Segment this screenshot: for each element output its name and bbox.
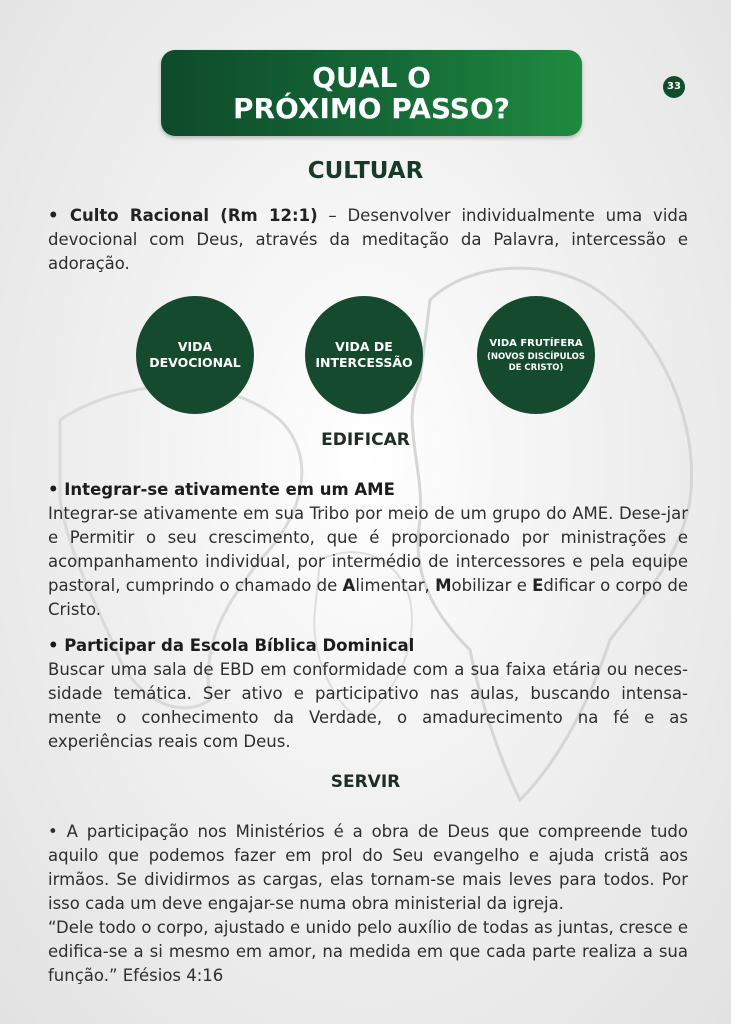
culto-racional-title: • Culto Racional (Rm 12:1) (48, 206, 318, 225)
title-banner (161, 50, 582, 136)
integrar-text-body: Integrar-se ativamente em sua Tribo por meio de um grupo do AME. Dese-jar e Permitir o seu crescimento, que é proporcionado por ministrações e acompanhamento individual, por intermédio de intercessores e pela equipe pastoral, cumprindo o chamado de (48, 504, 688, 595)
circle-2-line-2: INTERCESSÃO (315, 355, 413, 370)
circle-3-sub-1: (NOVOS DISCÍPULOS (486, 351, 586, 362)
circle-vida-devocional (136, 296, 254, 414)
word-mobilizar: obilizar e (451, 576, 533, 595)
ebd-title: • Participar da Escola Bíblica Dominical (48, 636, 415, 655)
word-alimentar: limentar, (355, 576, 436, 595)
circle-vida-intercessao (305, 296, 423, 414)
circle-1-line-1: VIDA (177, 339, 213, 354)
servir-quote: “Dele todo o corpo, ajustado e unido pelo auxílio de todas as juntas, cresce e edifica-se a si mesmo em amor, na medida em que cada parte realiza a sua função.” Efésios 4:16 (48, 918, 688, 985)
heading-cultuar: CULTUAR (307, 158, 424, 184)
servir-paragraph (48, 820, 688, 988)
title-line-2: PRÓXIMO PASSO? (232, 92, 511, 125)
word-edificar: dificar o corpo de Cristo. (48, 576, 688, 619)
ebd-text: Buscar uma sala de EBD em conformidade com a sua faixa etária ou neces-sidade temática. Ser ativo e participativo nas aulas, buscando intensa-mente o conhecimento da Verdade, o amadurecimento na fé e as experiências reais com Deus. (48, 660, 688, 751)
circle-vida-frutifera (477, 296, 595, 414)
circle-2-line-1: VIDA DE (335, 339, 393, 354)
circle-1-line-2: DEVOCIONAL (149, 355, 241, 370)
integrar-title: • Integrar-se ativamente em um AME (48, 480, 395, 499)
letter-m: M (435, 576, 452, 595)
servir-text: • A participação nos Ministérios é a obra de Deus que compreende tudo aquilo que podemos fazer em prol do Seu evangelho e ajuda cristã aos irmãos. Se dividirmos as cargas, elas tornam-se mais leves para todos. Por isso cada um deve engajar-se numa obra ministerial da igreja. (48, 822, 688, 913)
edificar-item-1 (48, 478, 688, 622)
edificar-item-2 (48, 634, 688, 754)
page-number-badge: 33 (663, 76, 685, 98)
culto-racional-text: – Desenvolver individualmente uma vida devocional com Deus, através da meditação da Palavra, intercessão e adoração. (48, 206, 688, 273)
cultuar-paragraph (48, 204, 688, 276)
heading-servir: SERVIR (330, 772, 401, 792)
letter-e: E (532, 576, 544, 595)
letter-a: A (342, 576, 356, 595)
heading-edificar: EDIFICAR (321, 430, 410, 450)
circle-3-line-1: VIDA FRUTÍFERA (489, 337, 583, 349)
integrar-text (48, 502, 688, 622)
circle-3-sub-2: DE CRISTO) (508, 362, 564, 373)
title-line-1: QUAL O (312, 61, 431, 94)
